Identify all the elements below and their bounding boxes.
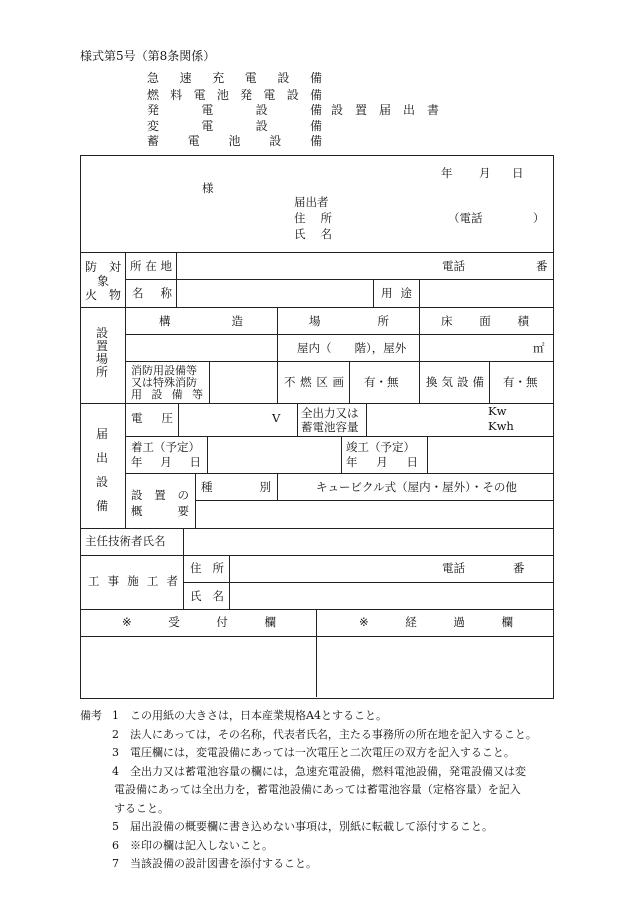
reception-label xyxy=(122,617,276,629)
finish-ymd-char: 月 xyxy=(376,455,388,469)
start-ymd-char: 日 xyxy=(189,455,201,469)
title-suffix-char: 届 xyxy=(378,103,391,117)
nonflammable-label-char: 燃 xyxy=(300,375,312,389)
voltage-label-char: 圧 xyxy=(161,411,173,425)
title-line-3-char: 発 xyxy=(147,103,160,117)
note-text-cont: 電設備にあっては全出力を，蓄電池設備にあっては蓄電池容量（定格容量）を記入 xyxy=(114,783,521,796)
note-text-cont: すること。 xyxy=(114,801,169,815)
title-line-1-char: 電 xyxy=(244,71,257,85)
title-line-5-char: 蓄 xyxy=(147,134,160,148)
report-equipment-label: 届 出 設 備 xyxy=(95,427,108,513)
name-label-char: 名 xyxy=(320,227,332,241)
contractor-name-label xyxy=(190,591,224,603)
fire-equipment-line3-char: 備 xyxy=(171,388,183,401)
use-label-char: 用 xyxy=(381,286,393,300)
reception-label-char: 受 xyxy=(168,615,180,629)
note-text: この用紙の大きさは，日本産業規格A4とすること。 xyxy=(130,709,387,722)
title-line-2 xyxy=(147,89,322,101)
kind-label xyxy=(201,482,271,494)
reception-label-char: 付 xyxy=(216,615,228,629)
phone-label: （電話 xyxy=(448,211,483,225)
square-meter-unit: ㎡ xyxy=(533,341,545,355)
progress-label-char: 過 xyxy=(453,615,465,629)
overview-label xyxy=(131,487,189,519)
nonflammable-label-char: 画 xyxy=(332,375,344,389)
date-day: 日 xyxy=(512,166,524,180)
note-text: 電圧欄には，変電設備にあっては一次電圧と二次電圧の双方を記入すること。 xyxy=(130,746,515,759)
place-label-char: 所 xyxy=(377,314,389,328)
title-line-4-char: 設 xyxy=(255,119,268,133)
location-ban: 番 xyxy=(536,259,548,273)
name-field-label-char: 称 xyxy=(160,286,172,300)
contractor-ban: 番 xyxy=(513,561,525,575)
floor-area-label-char: 面 xyxy=(479,314,491,328)
overview-line1-char: 置 xyxy=(154,488,166,502)
target-building-label: 防 対 象 火 物 xyxy=(85,260,121,302)
voltage-label xyxy=(131,413,173,425)
fire-equipment-label: 消防用設備等 又は特殊消防 用 設 備 等 xyxy=(131,364,203,401)
notes-heading: 備考 xyxy=(80,709,102,722)
contractor-label-char: 工 xyxy=(146,574,159,588)
date-month: 月 xyxy=(479,166,491,180)
voltage-label-char: 電 xyxy=(131,411,143,425)
title-line-5-char: 備 xyxy=(309,134,322,148)
fire-equipment-line3-char: 用 xyxy=(131,388,142,401)
start-ymd-char: 年 xyxy=(131,455,143,469)
contractor-label-char: 施 xyxy=(127,574,139,588)
fire-equipment-line3-char: 等 xyxy=(191,388,203,401)
start-ymd xyxy=(131,455,201,470)
title-line-2-char: 料 xyxy=(170,88,183,102)
contractor-address-label-char: 住 xyxy=(190,561,202,575)
finish-ymd xyxy=(346,455,418,470)
title-line-3-char: 設 xyxy=(255,103,268,117)
overview-line1-char: の xyxy=(177,488,189,502)
address-label-char: 所 xyxy=(320,211,332,225)
finish-ymd-char: 日 xyxy=(406,455,418,469)
title-line-2-char: 設 xyxy=(286,88,299,102)
title-line-2-char: 電 xyxy=(193,88,206,102)
nonflammable-label xyxy=(284,377,344,389)
kind-label-char: 種 xyxy=(201,480,213,494)
title-line-3-char: 電 xyxy=(201,103,214,117)
start-work-label: 着工（予定） 年 月 日 xyxy=(131,440,201,469)
contractor-name-label-char: 氏 xyxy=(190,589,202,603)
title-line-2-char: 発 xyxy=(240,88,253,102)
title-line-2-char: 燃 xyxy=(147,88,160,102)
title-line-1 xyxy=(147,72,322,84)
title-line-2-char: 電 xyxy=(263,88,276,102)
title-line-5 xyxy=(147,135,322,147)
progress-label xyxy=(359,617,513,629)
title-suffix xyxy=(331,104,439,116)
overview-line1-char: 設 xyxy=(131,488,143,502)
title-suffix-char: 出 xyxy=(402,103,415,117)
finish-ymd-char: 年 xyxy=(346,455,358,469)
location-label-char: 在 xyxy=(145,259,157,273)
floor-area-label xyxy=(441,316,529,328)
fire-equipment-line3-char: 設 xyxy=(151,388,163,401)
structure-label xyxy=(159,316,243,328)
nonflammable-label-char: 不 xyxy=(284,375,296,389)
note-text: 当該設備の設計図書を添付すること。 xyxy=(130,857,317,870)
overview-line1 xyxy=(131,487,189,503)
title-line-1-char: 速 xyxy=(179,71,192,85)
note-num: 3 xyxy=(112,746,119,759)
nonflammable-label-char: 区 xyxy=(316,375,328,389)
note-text: 届出設備の概要欄に書き込めない事項は，別紙に転載して添付すること。 xyxy=(130,820,493,833)
address-label xyxy=(294,213,332,225)
floor-area-label-char: 積 xyxy=(517,314,529,328)
ventilation-label-char: 設 xyxy=(457,375,469,389)
nonflammable-value: 有・無 xyxy=(364,375,399,389)
location-label xyxy=(130,261,172,273)
progress-label-char: 経 xyxy=(405,615,417,629)
chief-engineer-label: 主任技術者氏名 xyxy=(85,534,166,548)
use-label-char: 途 xyxy=(400,286,412,300)
title-line-2-char: 備 xyxy=(309,88,322,102)
title-line-4-char: 備 xyxy=(309,119,322,133)
install-place-label: 設 置 場 所 xyxy=(95,326,108,379)
ventilation-label-char: 気 xyxy=(441,375,453,389)
location-label-char: 所 xyxy=(130,259,142,273)
note-num: 5 xyxy=(112,820,119,833)
finish-work-label: 竣工（予定） 年 月 日 xyxy=(346,440,418,469)
title-line-5-char: 電 xyxy=(187,134,200,148)
title-line-1-char: 備 xyxy=(309,71,322,85)
overview-line2-char: 概 xyxy=(131,504,143,518)
contractor-address-label xyxy=(190,563,224,575)
title-suffix-char: 置 xyxy=(354,103,367,117)
structure-label-char: 構 xyxy=(159,314,171,328)
overview-line2 xyxy=(131,503,189,519)
note-num: 6 xyxy=(112,838,119,852)
kwh-unit: Kwh xyxy=(488,419,514,433)
title-suffix-char: 設 xyxy=(331,103,344,117)
name-field-label-char: 名 xyxy=(132,286,144,300)
title-suffix-char: 書 xyxy=(426,103,439,117)
contractor-label-char: 者 xyxy=(166,574,178,588)
name-field-label xyxy=(132,288,172,300)
contractor-label-char: 工 xyxy=(88,574,100,588)
title-line-3-char: 備 xyxy=(309,103,322,117)
title-line-4-char: 変 xyxy=(147,119,160,133)
title-line-1-char: 設 xyxy=(277,71,290,85)
overview-line2-char: 要 xyxy=(177,504,189,518)
note-text: 全出力又は蓄電池容量の欄には，急速充電設備，燃料電池設備，発電設備又は変 xyxy=(130,764,526,778)
title-line-4-char: 電 xyxy=(201,119,214,133)
progress-label-char: 欄 xyxy=(501,615,513,629)
submitter-label: 届出者 xyxy=(294,195,329,209)
total-output-label: 全出力又は 蓄電池容量 xyxy=(301,406,359,434)
title-line-1-char: 充 xyxy=(212,71,225,85)
title-line-5-char: 設 xyxy=(269,134,282,148)
start-ymd-char: 月 xyxy=(160,455,172,469)
date-year: 年 xyxy=(441,166,453,180)
title-line-1-char: 急 xyxy=(147,71,160,85)
fire-equipment-line3 xyxy=(131,389,203,401)
progress-label-char: ※ xyxy=(359,615,369,629)
title-line-2-char: 池 xyxy=(216,88,229,102)
structure-label-char: 造 xyxy=(231,314,243,328)
contractor-address-label-char: 所 xyxy=(212,561,224,575)
kind-label-char: 別 xyxy=(259,480,271,494)
phone-close: ） xyxy=(533,211,545,225)
title-line-5-char: 池 xyxy=(228,134,241,148)
note-num: 7 xyxy=(112,857,119,870)
place-label xyxy=(309,316,389,328)
use-label xyxy=(381,288,412,300)
contractor-phone-label: 電話 xyxy=(442,561,465,575)
kw-unit: Kw xyxy=(488,404,507,418)
contractor-name-label-char: 名 xyxy=(212,589,224,603)
reception-label-char: ※ xyxy=(122,615,132,629)
contractor-label-char: 事 xyxy=(107,574,120,588)
ventilation-label-char: 備 xyxy=(472,375,484,389)
address-label-char: 住 xyxy=(294,211,306,225)
ventilation-value: 有・無 xyxy=(503,375,538,389)
note-num: 4 xyxy=(112,764,119,778)
contractor-label xyxy=(88,576,178,588)
addressee-sama: 様 xyxy=(202,181,214,195)
ventilation-label xyxy=(426,377,484,389)
note-text: ※印の欄は記入しないこと。 xyxy=(130,838,273,852)
cubicle-value: キュービクル式（屋内・屋外）・その他 xyxy=(316,480,517,494)
name-label-char: 氏 xyxy=(294,227,306,241)
floor-area-label-char: 床 xyxy=(441,314,453,328)
indoor-outdoor: 屋内（ 階），屋外 xyxy=(297,341,407,355)
notes-section xyxy=(80,707,560,874)
location-label-char: 地 xyxy=(160,259,172,273)
name-label xyxy=(294,229,332,241)
title-line-3 xyxy=(147,104,322,116)
location-phone-label: 電話 xyxy=(442,259,465,273)
note-num: 2 xyxy=(112,727,119,741)
reception-label-char: 欄 xyxy=(264,615,276,629)
place-label-char: 場 xyxy=(309,314,321,328)
form-code: 様式第5号（第8条関係） xyxy=(80,49,216,63)
title-line-4 xyxy=(147,120,322,132)
note-num: 1 xyxy=(112,709,119,722)
note-text: 法人にあっては，その名称，代表者氏名，主たる事務所の所在地を記入すること。 xyxy=(130,727,537,741)
ventilation-label-char: 換 xyxy=(426,375,438,389)
voltage-unit: V xyxy=(272,411,281,425)
